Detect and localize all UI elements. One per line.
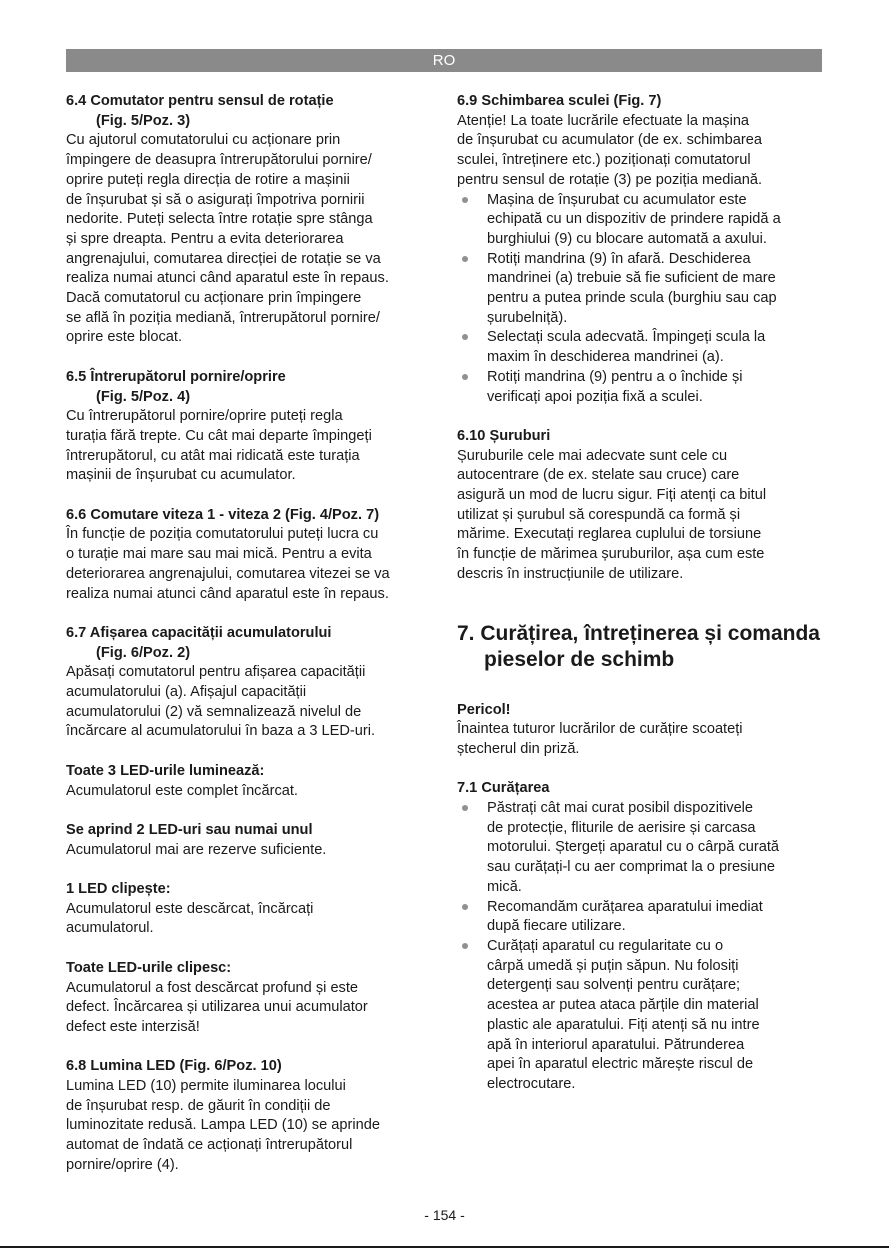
list-item: Rotiți mandrina (9) pentru a o închide și verificați apoi poziția fixă a sculei. [457,368,827,407]
section-6-10 [457,427,827,585]
left-column [66,92,436,1195]
right-column [457,92,827,1114]
paragraph: Înaintea tuturor lucrărilor de curățire scoateți ștecherul din priză. [457,721,743,757]
section-heading: 6.6 Comutare viteza 1 - viteza 2 (Fig. 4/Poz. 7) [66,506,380,523]
paragraph: Acumulatorul mai are rezerve suficiente. [66,841,327,858]
list-item: Mașina de înșurubat cu acumulator este echipată cu un dispozitiv de prindere rapidă a burghiului (9) cu blocare automată a axului. [457,191,827,250]
subheading: Se aprind 2 LED-uri sau numai unul [66,821,313,838]
paragraph: Acumulatorul este descărcat, încărcați acumulatorul. [66,900,314,937]
section-6-9 [457,92,827,407]
bullet-icon [462,197,468,203]
section-heading: 7.1 Curățarea [457,780,550,797]
bullet-list [457,799,827,1095]
led-one-blinking [66,880,436,939]
section-6-8 [66,1057,436,1175]
bullet-icon [462,334,468,340]
list-item: Rotiți mandrina (9) în afară. Deschiderea mandrinei (a) trebuie să fie suficient de mare pentru a putea prinde scula (burghiu sau cap șurubelniță). [457,250,827,329]
subheading: 1 LED clipește: [66,881,171,898]
list-item: Recomandăm curățarea aparatului imediat după fiecare utilizare. [457,898,827,937]
list-item: Păstrați cât mai curat posibil dispozitivele de protecție, fliturile de aerisire și carcasa motorului. Ștergeți aparatul cu o cârpă curată sau curățați-l cu aer comprimat la o presiune mică. [457,799,827,898]
paragraph: În funcție de poziția comutatorului puteți lucra cu o turație mai mare sau mai mică. Pentru a evita deteriorarea angrenajului, comutarea vitezei se va realiza numai atunci când aparatul este în repaus. [66,526,390,602]
section-heading: 6.9 Schimbarea sculei (Fig. 7) [457,93,662,109]
language-label: RO [432,52,456,69]
paragraph: Acumulatorul este complet încărcat. [66,782,298,799]
led-two-lit [66,821,436,860]
subheading: Toate LED-urile clipesc: [66,959,232,976]
paragraph: Acumulatorul a fost descărcat profund și este defect. Încărcarea și utilizarea unui acumulator defect este interzisă! [66,979,368,1035]
section-heading: 6.5 Întrerupătorul pornire/oprire (Fig. 5/Poz. 4) [66,368,286,405]
led-all-lit [66,762,436,801]
list-item: Selectați scula adecvată. Împingeți scula la maxim în deschiderea mandrinei (a). [457,328,827,367]
section-heading: 6.7 Afișarea capacității acumulatorului (Fig. 6/Poz. 2) [66,624,332,661]
section-7-1 [457,779,827,1094]
bullet-icon [462,904,468,910]
paragraph: Atenție! La toate lucrările efectuate la mașina de înșurubat cu acumulator (de ex. schimbarea sculei, întreținere etc.) poziționați comutatorul pentru sensul de rotație (3) pe poziția mediană. [457,112,763,188]
section-heading: 6.10 Șuruburi [457,427,551,444]
danger-notice [457,701,827,760]
paragraph: Cu întrerupătorul pornire/oprire puteți regla turația fără trepte. Cu cât mai departe împingeți întrerupătorul, cu atât mai ridicată este turația mașinii de înșurubat cu acumulator. [66,408,372,484]
list-item: Curățați aparatul cu regularitate cu o cârpă umedă și puțin săpun. Nu folosiți detergenți sau solvenți pentru curățare; acestea ar putea ataca părțile din material plastic ale aparatului. Fiți atenți să nu intre apă în interiorul aparatului. Pătrunderea apei în aparatul electric mărește riscul de electrocutare. [457,937,827,1095]
bullet-icon [462,374,468,380]
warning-heading: Pericol! [457,701,511,718]
subheading: Toate 3 LED-urile luminează: [66,762,265,779]
section-6-6 [66,506,436,605]
section-6-7 [66,624,436,742]
paragraph: Cu ajutorul comutatorului cu acționare prin împingere de deasupra întrerupătorului pornire/ oprire puteți regla direcția de rotire a mașinii de înșurubat și să o asigurați împotriva pornirii nedorite. Puteți selecta între rotație spre stânga și spre dreapta. Pentru a evita deteriorarea angrenajului, comutarea direcției de rotație se va realiza numai atunci când aparatul este în repaus. Dacă comutatorul cu acționare prin împingere se află în poziția mediană, întrerupătorul pornire/ oprire este blocat. [66,132,389,346]
bullet-icon [462,256,468,262]
paragraph: Șuruburile cele mai adecvate sunt cele cu autocentrare (de ex. stelate sau cruce) care asigură un mod de lucru sigur. Fiți atenți ca bitul utilizat și șurubul să corespundă ca formă și mărime. Executați reglarea cuplului de torsiune în funcție de mărimea șuruburilor, așa cum este descris în instrucțiunile de utilizare. [457,447,767,582]
section-6-5 [66,368,436,486]
language-header-bar [66,49,822,72]
section-heading: 6.4 Comutator pentru sensul de rotație (Fig. 5/Poz. 3) [66,93,334,129]
paragraph: Lumina LED (10) permite iluminarea locului de înșurubat resp. de găurit în condiții de luminozitate redusă. Lampa LED (10) se aprinde automat de îndată ce acționați întrerupătorul pornire/oprire (4). [66,1078,380,1173]
led-all-blinking [66,959,436,1038]
section-6-4 [66,92,436,348]
bullet-icon [462,805,468,811]
page-number: - 154 - [424,1207,465,1223]
bottom-divider [0,1246,889,1248]
chapter-heading: 7. Curățirea, întreținerea și comanda pieselor de schimb [457,621,820,671]
bullet-list [457,191,827,408]
paragraph: Apăsați comutatorul pentru afișarea capacității acumulatorului (a). Afișajul capacității acumulatorului (2) vă semnalizează nivelul de încărcare al acumulatorului în baza a 3 LED-uri. [66,664,376,740]
bullet-icon [462,943,468,949]
section-heading: 6.8 Lumina LED (Fig. 6/Poz. 10) [66,1058,282,1075]
